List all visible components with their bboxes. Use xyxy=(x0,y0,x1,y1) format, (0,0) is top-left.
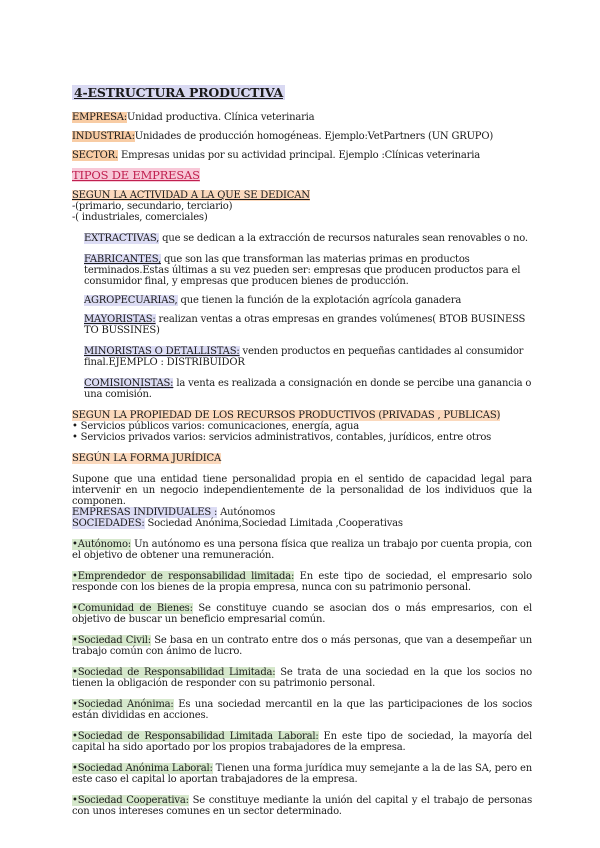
juridica-intro: Supone que una entidad tiene personalidad propia en el sentido de capacidad legal para intervenir en un negocio independientemente de la personalidad de los individuos que la componen. xyxy=(72,474,532,507)
item-term: AGROPECUARIAS, xyxy=(84,295,178,306)
list-item xyxy=(72,699,532,721)
def-text: Empresas unidas por su actividad principal. Ejemplo :Clínicas veterinaria xyxy=(117,150,480,161)
list-item xyxy=(84,378,532,400)
juridica-sociedades xyxy=(72,518,532,529)
item-term: EXTRACTIVAS, xyxy=(84,233,160,244)
list-item xyxy=(72,603,532,625)
item-text: Se trata de una sociedad en la que los socios no tienen la obligación de responder con su patrimonio personal. xyxy=(72,667,532,689)
page-title: 4-ESTRUCTURA PRODUCTIVA xyxy=(74,85,283,100)
item-text: Autónomos xyxy=(217,507,276,518)
item-term: •Sociedad Anónima: xyxy=(72,699,174,710)
propiedad-heading: SEGUN LA PROPIEDAD DE LOS RECURSOS PRODUCTIVOS (PRIVADAS , PUBLICAS) xyxy=(72,410,501,421)
page-title-row xyxy=(72,86,532,100)
item-text: En este tipo de sociedad, la mayoría del capital ha sido aportado por los propios trabajadores de la empresa. xyxy=(72,731,532,753)
tipos-heading: TIPOS DE EMPRESAS xyxy=(72,168,200,182)
propiedad-bullet: • Servicios privados varios: servicios administrativos, contables, jurídicos, entre otros xyxy=(72,432,492,443)
def-term: INDUSTRIA: xyxy=(72,131,135,142)
item-text: Se constituye mediante la unión del capital y el trabajo de personas con unos intereses comunes en un sector determinado. xyxy=(72,795,532,817)
def-sector xyxy=(72,150,532,161)
list-item xyxy=(84,346,532,368)
juridica-heading-row xyxy=(72,453,532,464)
item-term: •Comunidad de Bienes: xyxy=(72,603,193,614)
propiedad-heading-row xyxy=(72,410,532,421)
item-term: •Sociedad de Responsabilidad Limitada: xyxy=(72,667,276,678)
item-text: que se dedican a la extracción de recursos naturales sean renovables o no. xyxy=(159,233,528,244)
item-text: En este tipo de sociedad, el empresario solo responde con los bienes de la propia empresa, nunca con su patrimonio personal. xyxy=(72,571,532,593)
item-term: COMISIONISTAS: xyxy=(84,378,174,389)
list-item xyxy=(72,667,532,689)
juridica-individuales xyxy=(72,507,532,518)
list-item xyxy=(72,731,532,753)
def-text: Unidades de producción homogéneas. Ejemplo:VetPartners (UN GRUPO) xyxy=(134,131,494,142)
actividad-heading-row xyxy=(72,190,532,201)
item-text: realizan ventas a otras empresas en grandes volúmenes( BTOB BUSINESS TO BUSSINES) xyxy=(84,314,526,336)
item-term: •Sociedad Civil: xyxy=(72,635,151,646)
tipos-heading-row xyxy=(72,169,532,182)
def-term: SECTOR. xyxy=(72,150,118,161)
list-item xyxy=(84,314,532,336)
list-item xyxy=(72,571,532,593)
list-item xyxy=(72,795,532,817)
item-term: SOCIEDADES: xyxy=(72,518,145,529)
list-item xyxy=(72,539,532,561)
item-term: MINORISTAS O DETALLISTAS: xyxy=(84,346,240,357)
item-text: Se constituye cuando se asocian dos o más empresarios, con el objetivo de buscar un beneficio empresarial común. xyxy=(72,603,533,625)
juridica-heading: SEGÚN LA FORMA JURÍDICA xyxy=(72,453,221,464)
list-item xyxy=(72,763,532,785)
def-text: Unidad productiva. Clínica veterinaria xyxy=(126,112,315,123)
document-page xyxy=(72,86,532,817)
def-empresa xyxy=(72,112,532,123)
item-text: la venta es realizada a consignación en donde se percibe una ganancia o una comisión. xyxy=(84,378,532,400)
list-item xyxy=(84,254,532,287)
item-text: Es una sociedad mercantil en la que las participaciones de los socios están divididas en acciones. xyxy=(72,699,533,721)
list-item xyxy=(72,635,532,657)
item-text: que son las que transforman las materias primas en productos terminados.Estas últimas a su vez pueden ser: empresas que producen productos para el consumidor final, y empresas que producen bienes de producción. xyxy=(84,254,521,287)
def-industria xyxy=(72,131,532,142)
list-item xyxy=(84,295,532,306)
item-term: •Sociedad de Responsabilidad Limitada Laboral: xyxy=(72,731,319,742)
actividad-heading: SEGUN LA ACTIVIDAD A LA QUE SE DEDICAN xyxy=(72,190,310,201)
item-term: •Sociedad Anónima Laboral: xyxy=(72,763,213,774)
item-term: EMPRESAS INDIVIDUALES : xyxy=(72,507,218,518)
propiedad-bullet: • Servicios públicos varios: comunicaciones, energía, agua xyxy=(72,421,360,432)
item-term: •Sociedad Cooperativa: xyxy=(72,795,189,806)
list-item xyxy=(84,233,532,244)
item-term: MAYORISTAS: xyxy=(84,314,156,325)
actividad-sub2: -( industriales, comerciales) xyxy=(72,212,208,223)
def-term: EMPRESA: xyxy=(72,112,127,123)
item-text: Sociedad Anónima,Sociedad Limitada ,Cooperativas xyxy=(144,518,403,529)
actividad-list xyxy=(72,233,532,400)
item-term: •Emprendedor de responsabilidad limitada: xyxy=(72,571,295,582)
item-text: Un autónomo es una persona física que realiza un trabajo por cuenta propia, con el objetivo de obtener una remuneración. xyxy=(72,539,532,561)
item-text: Tienen una forma jurídica muy semejante a la de las SA, pero en este caso el capital lo aportan trabajadores de la empresa. xyxy=(72,763,532,785)
juridica-list xyxy=(72,539,532,817)
item-term: FABRICANTES, xyxy=(84,254,161,265)
actividad-sub1: -(primario, secundario, terciario) xyxy=(72,201,233,212)
item-text: venden productos en pequeñas cantidades al consumidor final.EJEMPLO : DISTRIBUIDOR xyxy=(84,346,524,368)
item-term: •Autónomo: xyxy=(72,539,131,550)
item-text: que tienen la función de la explotación agrícola ganadera xyxy=(177,295,462,306)
item-text: Se basa en un contrato entre dos o más personas, que van a desempeñar un trabajo común con ánimo de lucro. xyxy=(72,635,533,657)
